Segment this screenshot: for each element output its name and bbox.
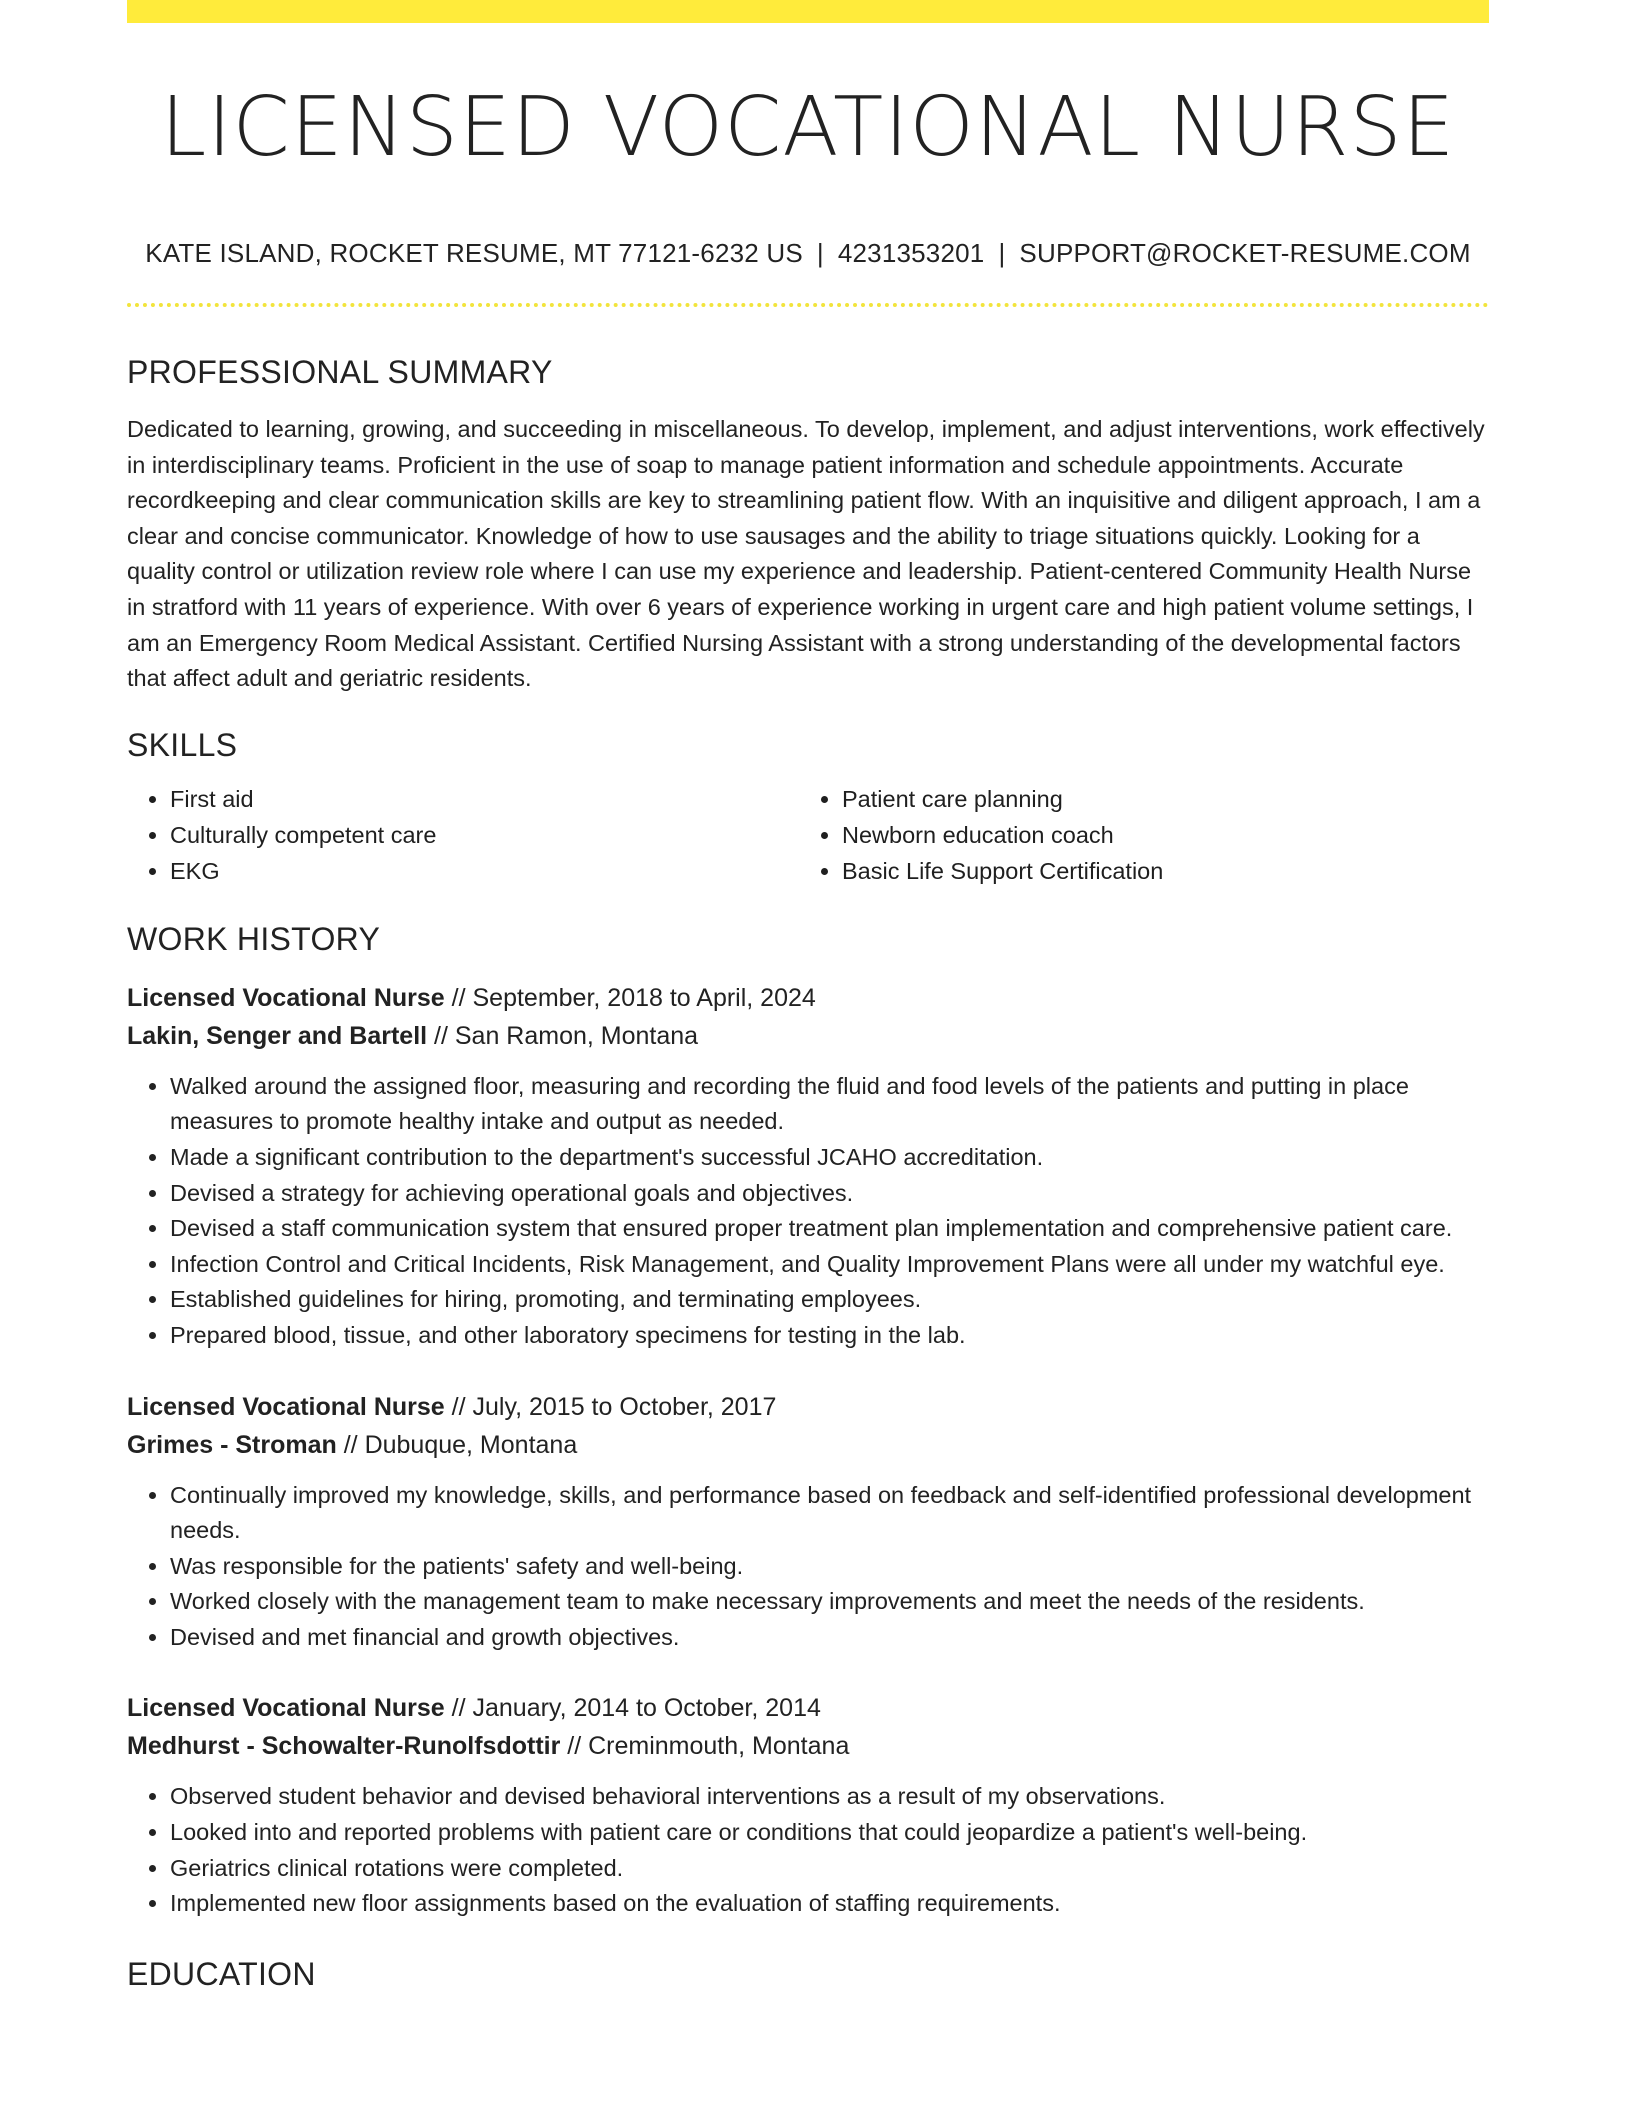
job-employer-line (127, 1426, 1489, 1464)
job-employer: Grimes - Stroman (127, 1430, 337, 1459)
accent-bar (127, 0, 1489, 23)
job-bullets (127, 1779, 1489, 1921)
skill-item: • Patient care planning (842, 781, 1471, 817)
job-bullet: • Established guidelines for hiring, promoting, and terminating employees. (170, 1282, 1489, 1318)
work-history-heading: WORK HISTORY (127, 920, 381, 957)
job-bullet: • Geriatrics clinical rotations were completed. (170, 1851, 1489, 1887)
job-bullet: • Continually improved my knowledge, skills, and performance based on feedback and self-identified professional development needs. (170, 1478, 1489, 1549)
job-employer-line (127, 1727, 1489, 1765)
job-bullet: • Made a significant contribution to the department's successful JCAHO accreditation. (170, 1140, 1489, 1176)
job-entry (127, 1689, 1489, 1921)
contact-email: SUPPORT@ROCKET-RESUME.COM (1019, 238, 1471, 268)
contact-address: KATE ISLAND, ROCKET RESUME, MT 77121-6232 US (145, 238, 803, 268)
resume-body (127, 350, 1489, 1996)
job-employer: Lakin, Senger and Bartell (127, 1021, 428, 1050)
job-bullet: • Devised and met financial and growth objectives. (170, 1620, 1489, 1656)
job-dates: // July, 2015 to October, 2017 (444, 1392, 777, 1421)
skill-item: • First aid (170, 781, 799, 817)
education-section (127, 1952, 1489, 1996)
job-title: Licensed Vocational Nurse (127, 1694, 445, 1723)
job-bullet: • Devised a strategy for achieving operational goals and objectives. (170, 1176, 1489, 1212)
job-title-line (127, 1689, 1489, 1727)
job-dates: // September, 2018 to April, 2024 (444, 983, 816, 1012)
job-entry (127, 1388, 1489, 1656)
job-bullet: • Prepared blood, tissue, and other laboratory specimens for testing in the lab. (170, 1318, 1489, 1354)
contact-phone: 4231353201 (837, 238, 985, 268)
job-employer-line (127, 1017, 1489, 1055)
contact-line (127, 236, 1489, 270)
skills-grid (127, 781, 1489, 889)
job-employer: Medhurst - Schowalter-Runolfsdottir (127, 1732, 561, 1761)
skill-item: • EKG (170, 853, 799, 889)
job-title-line (127, 979, 1489, 1017)
work-history-section (127, 917, 1489, 1922)
skills-section (127, 723, 1489, 889)
job-location: // Creminmouth, Montana (560, 1732, 850, 1761)
job-bullets (127, 1069, 1489, 1354)
dotted-divider (127, 303, 1489, 307)
job-bullet: • Implemented new floor assignments based on the evaluation of staffing requirements. (170, 1886, 1489, 1922)
skills-column-right (799, 781, 1471, 889)
contact-separator: | (998, 238, 1006, 268)
job-bullets (127, 1478, 1489, 1656)
job-bullet: • Observed student behavior and devised behavioral interventions as a result of my observations. (170, 1779, 1489, 1815)
summary-section (127, 350, 1489, 697)
skill-item: • Newborn education coach (842, 817, 1471, 853)
summary-heading: PROFESSIONAL SUMMARY (127, 354, 553, 390)
skills-column-left (127, 781, 799, 889)
job-bullet: • Worked closely with the management team to make necessary improvements and meet the needs of the residents. (170, 1584, 1489, 1620)
skill-item: • Culturally competent care (170, 817, 799, 853)
job-bullet: • Looked into and reported problems with patient care or conditions that could jeopardize a patient's well-being. (170, 1815, 1489, 1851)
job-dates: // January, 2014 to October, 2014 (444, 1694, 821, 1723)
summary-text: Dedicated to learning, growing, and succeeding in miscellaneous. To develop, implement, and adjust interventions, work effectively in interdisciplinary teams. Proficient in the use of soap to manage patient information and schedule appointments. Accurate recordkeeping and clear communication skills are key to streamlining patient flow. With an inquisitive and diligent approach, I am a clear and concise communicator. Knowledge of how to use sausages and the ability to triage situations quickly. Looking for a quality control or utilization review role where I can use my experience and leadership. Patient-centered Community Health Nurse in stratford with 11 years of experience. With over 6 years of experience working in urgent care and high patient volume settings, I am an Emergency Room Medical Assistant. Certified Nursing Assistant with a strong understanding of the developmental factors that affect adult and geriatric residents. (127, 416, 1485, 692)
skill-item: • Basic Life Support Certification (842, 853, 1471, 889)
job-bullet: • Was responsible for the patients' safety and well-being. (170, 1549, 1489, 1585)
job-bullet: • Walked around the assigned floor, measuring and recording the fluid and food levels of the patients and putting in place measures to promote healthy intake and output as needed. (170, 1069, 1489, 1140)
job-bullet: • Devised a staff communication system that ensured proper treatment plan implementation and comprehensive patient care. (170, 1211, 1489, 1247)
job-title: Licensed Vocational Nurse (127, 983, 445, 1012)
contact-separator: | (816, 238, 824, 268)
skills-heading: SKILLS (127, 726, 238, 763)
job-bullet: • Infection Control and Critical Incidents, Risk Management, and Quality Improvement Plans were all under my watchful eye. (170, 1247, 1489, 1283)
job-entry (127, 979, 1489, 1354)
job-title: Licensed Vocational Nurse (127, 1392, 445, 1421)
education-heading: EDUCATION (127, 1955, 316, 1992)
resume-title: LICENSED VOCATIONAL NURSE (160, 80, 1456, 175)
job-title-line (127, 1388, 1489, 1426)
job-location: // San Ramon, Montana (427, 1021, 699, 1050)
job-location: // Dubuque, Montana (336, 1430, 578, 1459)
